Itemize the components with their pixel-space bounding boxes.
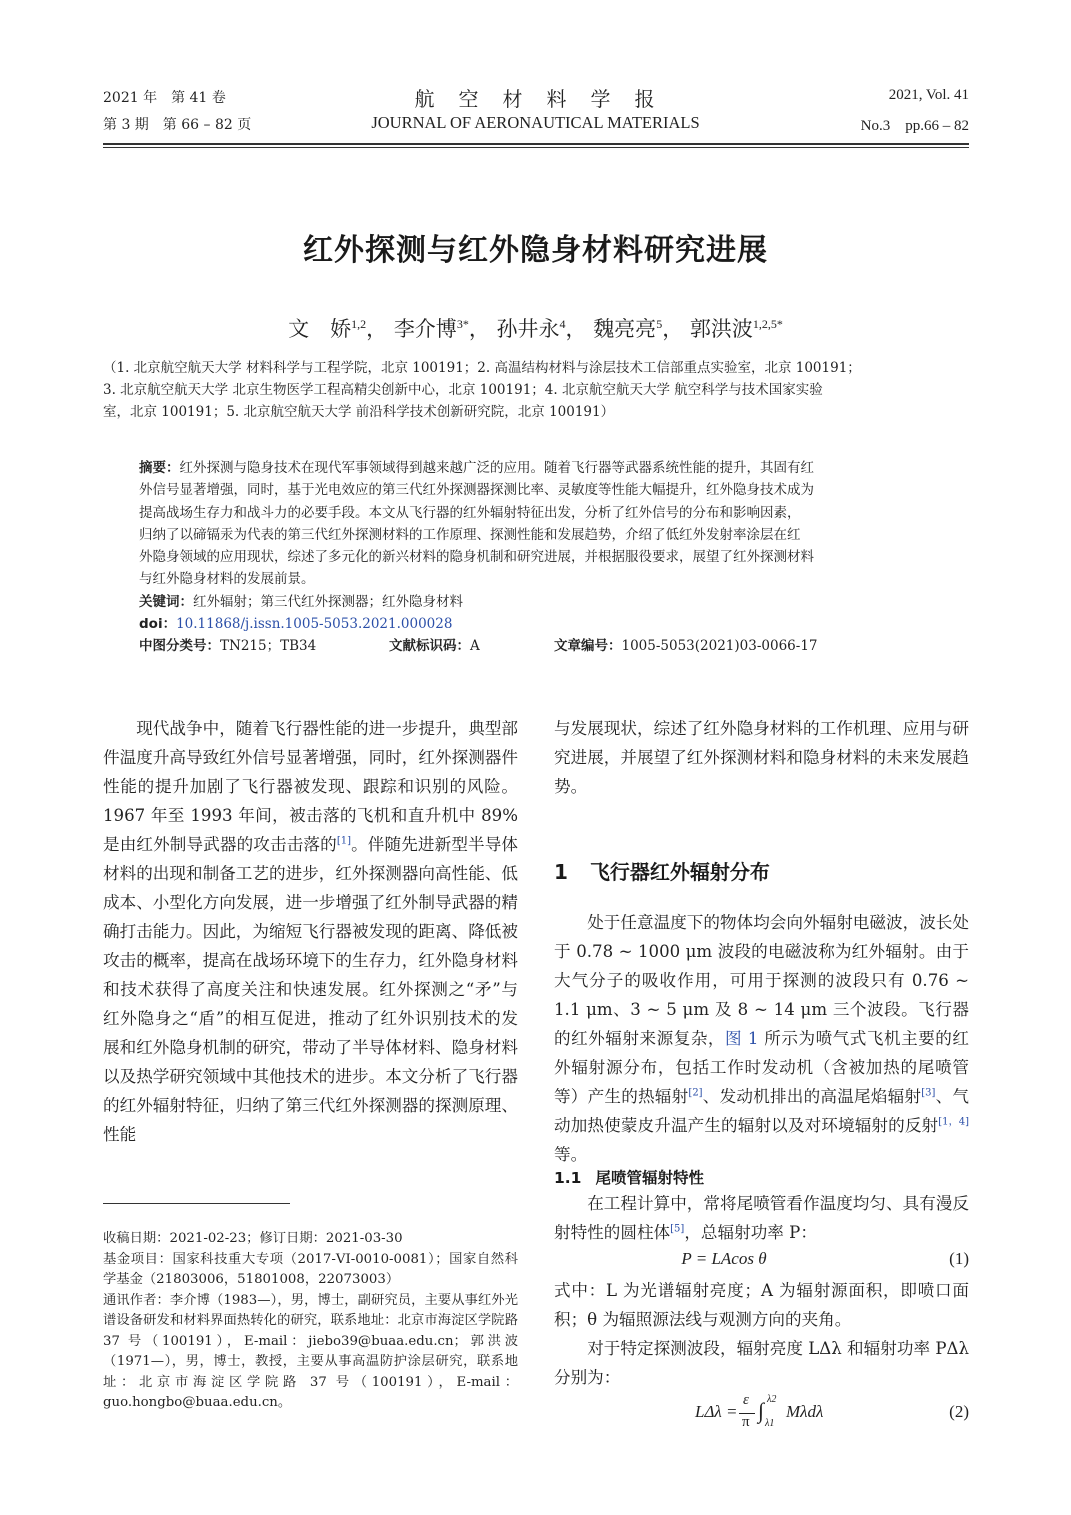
integral-upper: λ2 bbox=[767, 1394, 777, 1405]
author-list: 文 娇$^{1,2}$， 李介博$^{3*}$， 孙井永$^4$， 魏亮亮$^5$， 郭洪波$^{1,2,5*}$ bbox=[288, 317, 783, 341]
affiliation-line: 室，北京 100191；5. 北京航空航天大学 前沿科学技术创新研究院，北京 100191） bbox=[103, 404, 615, 420]
citation-link[interactable]: [1，4] bbox=[938, 1116, 970, 1128]
header-rule-thin bbox=[103, 147, 969, 148]
author: 郭洪波$^{1,2,5*}$ bbox=[689, 317, 783, 341]
paragraph: 对于特定探测波段，辐射亮度 LΔλ 和辐射功率 PΔλ 分别为： bbox=[554, 1339, 969, 1387]
abstract-block bbox=[139, 457, 939, 657]
integral-lower: λ1 bbox=[765, 1418, 775, 1429]
article-number: 文章编号：1005-5053(2021)03-0066-17 bbox=[554, 638, 818, 655]
footnote-funding: 基金项目：国家科技重大专项（2017-VI-0010-0081）；国家自然科学基金（21803006，51801008，22073003） bbox=[103, 1251, 518, 1287]
citation-link[interactable]: [5] bbox=[670, 1223, 685, 1235]
subsection-1-1-heading bbox=[554, 1166, 704, 1188]
section-number: 1 bbox=[554, 860, 568, 884]
keywords-label: 关键词： bbox=[139, 593, 193, 610]
subsection-number: 1.1 bbox=[554, 1169, 582, 1187]
intro-paragraph: 现代战争中，随着飞行器性能的进一步提升，典型部件温度升高导致红外信号显著增强，同时，红外探测器件性能的提升加剧了飞行器被发现、跟踪和识别的风险。1967 年至 1993 年间，被击落的飞机和直升机中 89% 是由红外制导武器的攻击击落的[1]。伴随先进新型半导体材料的出现和制备工艺的进步，红外探测器向高性能、低成本、小型化方向发展，进一步增强了红外制导武器的精确打击能力。因此，为缩短飞行器被发现的距离、降低被攻击的概率，提高在战场环境下的生存力，红外隐身材料和技术获得了高度关注和快速发展。红外探测之“矛”与红外隐身之“盾”的相互促进，推动了红外识别技术的发展和红外隐身机制的研究，带动了半导体材料、隐身材料以及热学研究领域中其他技术的进步。本文分析了飞行器的红外辐射特征，归纳了第三代红外探测器的探测原理、性能 bbox=[103, 719, 519, 1144]
abstract-line: 外隐身领域的应用现状，综述了多元化的新兴材料的隐身机制和研究进展，并根据服役要求，展望了红外探测材料 bbox=[139, 549, 814, 566]
footnote-rule bbox=[103, 1203, 290, 1204]
author: 魏亮亮$^5$ bbox=[593, 317, 663, 341]
equation-2-number: (2) bbox=[949, 1402, 969, 1421]
abstract-line: 与红外隐身材料的发展前景。 bbox=[139, 571, 315, 588]
footnotes bbox=[103, 1229, 518, 1414]
abstract-line: 归纳了以碲镉汞为代表的第三代红外探测材料的工作原理、探测性能和发展趋势，介绍了低红外发射率涂层在红 bbox=[139, 526, 801, 543]
author: 李介博$^{3*}$ bbox=[393, 317, 469, 341]
affiliation-line: （1. 北京航空航天大学 材料科学与工程学院，北京 100191；2. 高温结构材料与涂层技术工信部重点实验室，北京 100191； bbox=[103, 360, 861, 376]
section-1-body bbox=[554, 908, 969, 1169]
header-issue-pages: 第 3 期 第 66 – 82 页 bbox=[103, 117, 252, 133]
section-1-heading bbox=[554, 856, 770, 885]
citation-link[interactable]: [1] bbox=[336, 835, 351, 847]
citation-link[interactable]: [3] bbox=[921, 1087, 936, 1099]
header-volume: 2021 年 第 41 卷 bbox=[103, 90, 226, 106]
equation-1-number: (1) bbox=[949, 1249, 969, 1268]
paragraph: 式中：L 为光谱辐射亮度；A 为辐射源面积，即喷口面积；θ 为辐照源法线与观测方向的夹角。 bbox=[554, 1281, 969, 1329]
affiliation-line: 3. 北京航空航天大学 北京生物医学工程高精尖创新中心，北京 100191；4. 北京航空航天大学 航空科学与技术国家实验 bbox=[103, 382, 823, 398]
abstract-line: 提高战场生存力和战斗力的必要手段。本文从飞行器的红外辐射特征出发，分析了红外信号的分布和影响因素， bbox=[139, 504, 801, 521]
footnote-correspondence: 通讯作者：李介博（1983—），男，博士，副研究员，主要从事红外光谱设备研发和材料界面热转化的研究，联系地址：北京市海淀区学院路 37 号（100191），E-mail：jiebo39@buaa.edu.cn；郭洪波（1971—），男，博士，教授，主要从事高温防护涂层研究，联系地址：北京市海淀区学院路 37 号（100191），E-mail：guo.hongbo@buaa.edu.cn。 bbox=[103, 1292, 518, 1410]
header-year-vol: 2021, Vol. 41 bbox=[888, 87, 969, 103]
author: 文 娇$^{1,2}$ bbox=[288, 317, 367, 341]
section-title: 飞行器红外辐射分布 bbox=[589, 860, 770, 884]
subsection-1-1-body bbox=[554, 1189, 969, 1247]
abstract-label: 摘要： bbox=[139, 460, 180, 476]
affiliations bbox=[103, 357, 973, 423]
document-code: 文献标识码：A bbox=[389, 638, 480, 655]
clc: 中图分类号：TN215；TB34 bbox=[139, 638, 317, 655]
figure-link[interactable]: 图 1 bbox=[725, 1029, 759, 1048]
doi-label: doi： bbox=[139, 616, 177, 633]
header-no-pp: No.3 pp.66 – 82 bbox=[860, 118, 969, 134]
left-column bbox=[103, 714, 518, 1149]
journal-name-en: JOURNAL OF AERONAUTICAL MATERIALS bbox=[371, 113, 700, 132]
subsection-title: 尾喷管辐射特性 bbox=[595, 1169, 704, 1187]
citation-link[interactable]: [2] bbox=[688, 1087, 703, 1099]
equation-1: P = LAcos θ bbox=[681, 1249, 767, 1268]
paragraph: 在工程计算中，常将尾喷管看作温度均匀、具有漫反射特性的圆柱体[5]，总辐射功率 P： bbox=[554, 1194, 969, 1242]
fraction-numerator: ε bbox=[743, 1392, 749, 1408]
keywords: 红外辐射；第三代红外探测器；红外隐身材料 bbox=[193, 593, 463, 610]
header-rule bbox=[103, 143, 969, 145]
abstract-line: 红外探测与隐身技术在现代军事领域得到越来越广泛的应用。随着飞行器等武器系统性能的提升，其固有红 bbox=[179, 460, 814, 476]
equation-1-explanation bbox=[554, 1276, 969, 1392]
footnote-received: 收稿日期：2021-02-23；修订日期：2021-03-30 bbox=[103, 1231, 403, 1246]
paragraph: 处于任意温度下的物体均会向外辐射电磁波，波长处于 0.78 ~ 1000 μm 波段的电磁波称为红外辐射。由于大气分子的吸收作用，可用于探测的波段只有 0.76 ~ 1.1 μm、3 ~ 5 μm 及 8 ~ 14 μm 三个波段。飞行器的红外辐射来源复杂，图 1 所示为喷气式飞机主要的红外辐射源分布，包括工作时发动机（含被加热的尾喷管等）产生的热辐射[2]、发动机排出的高温尾焰辐射[3]、气动加热使蒙皮升温产生的辐射以及对环境辐射的反射[1，4] 等。 bbox=[554, 913, 970, 1164]
article-title: 红外探测与红外隐身材料研究进展 bbox=[303, 233, 768, 268]
fraction-denominator: π bbox=[742, 1414, 750, 1430]
intro-continuation: 与发展现状，综述了红外隐身材料的工作机理、应用与研究进展，并展望了红外探测材料和隐身材料的未来发展趋势。 bbox=[554, 719, 969, 796]
journal-name-cn: 航 空 材 料 学 报 bbox=[414, 87, 657, 111]
integral-sign: ∫ bbox=[758, 1398, 765, 1423]
doi-link[interactable]: 10.11868/j.issn.1005-5053.2021.000028 bbox=[176, 616, 453, 633]
author: 孙井永$^4$ bbox=[496, 317, 566, 341]
right-column bbox=[554, 714, 969, 801]
abstract-line: 外信号显著增强，同时，基于光电效应的第三代红外探测器探测比率、灵敏度等性能大幅提升，红外隐身技术成为 bbox=[139, 482, 814, 499]
